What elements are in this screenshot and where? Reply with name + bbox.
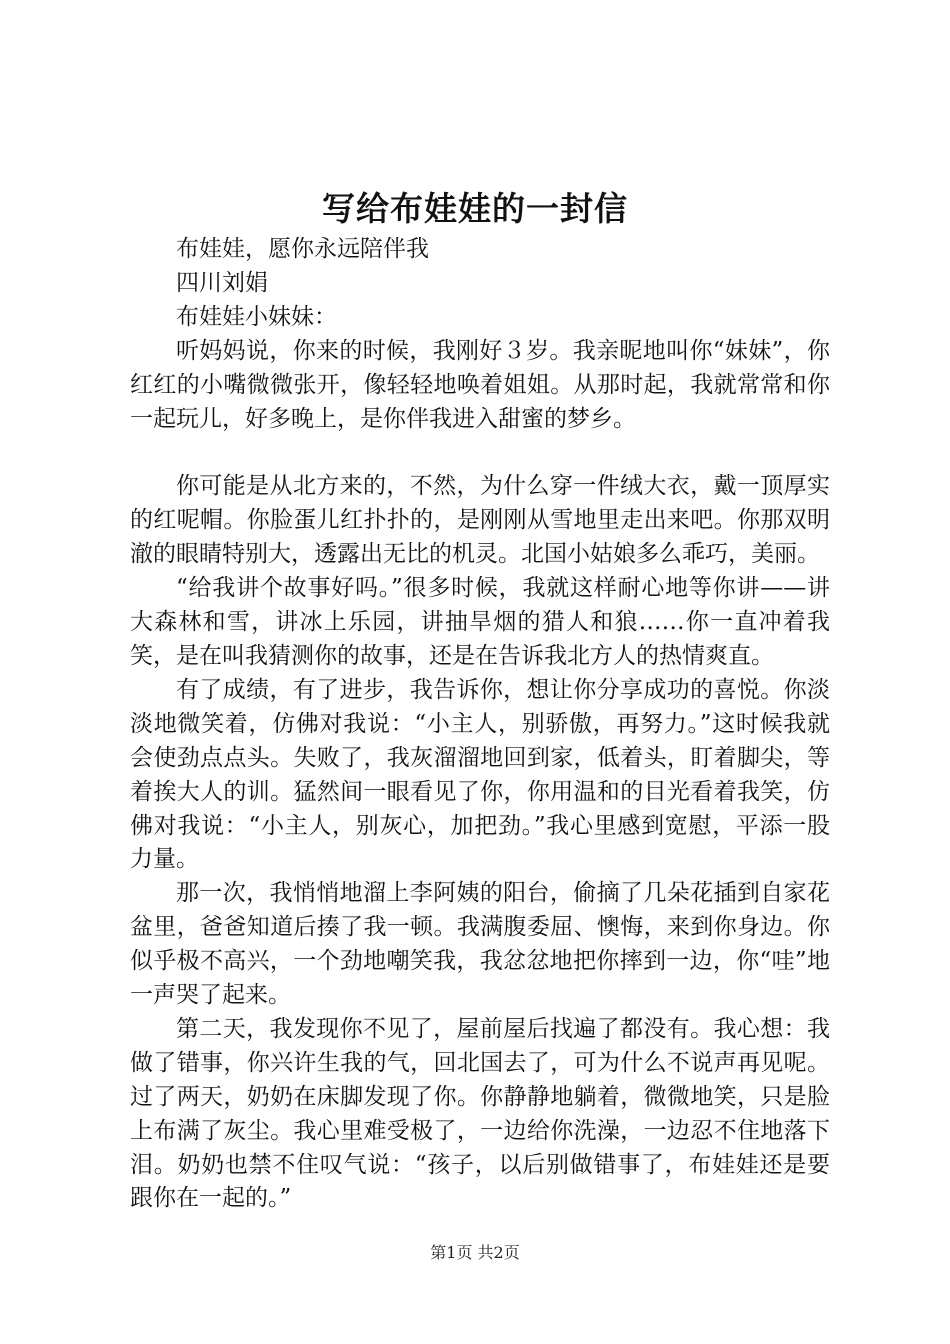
- author-line: 四川刘娟: [176, 269, 268, 296]
- paragraph: 有了成绩，有了进步，我告诉你，想让你分享成功的喜悦。你淡淡地微笑着，仿佛对我说：“小主人，别骄傲，再努力。”这时候我就会使劲点点头。失败了，我灰溜溜地回到家，低着头，盯着脚尖，等着挨大人的训。猛然间一眼看见了你，你用温和的目光看着我笑，仿佛对我说：“小主人，别灰心，加把劲。”我心里感到宽慰，平添一股力量。: [130, 676, 830, 873]
- paragraph: 第二天，我发现你不见了，屋前屋后找遍了都没有。我心想：我做了错事，你兴许生我的气，回北国去了，可为什么不说声再见呢。过了两天，奶奶在床脚发现了你。你静静地躺着，微微地笑，只是脸上布满了灰尘。我心里难受极了，一边给你洗澡，一边忍不住地落下泪。奶奶也禁不住叹气说：“孩子，以后别做错事了，布娃娃还是要跟你在一起的。”: [130, 1015, 830, 1212]
- document-title: 写给布娃娃的一封信: [322, 189, 628, 228]
- paragraph: “给我讲个故事好吗。”很多时候，我就这样耐心地等你讲——讲大森林和雪，讲冰上乐园，讲抽旱烟的猎人和狼……你一直冲着我笑，是在叫我猜测你的故事，还是在告诉我北方人的热情爽直。: [130, 575, 830, 669]
- document-body: [130, 233, 830, 1216]
- subtitle-line: 布娃娃，愿你永远陪伴我: [176, 236, 429, 262]
- salutation-line: 布娃娃小妹妹：: [176, 303, 337, 330]
- paragraph: 那一次，我悄悄地溜上李阿姨的阳台，偷摘了几朵花插到自家花盆里，爸爸知道后揍了我一顿。我满腹委屈、懊悔，来到你身边。你似乎极不高兴，一个劲地嘲笑我，我忿忿地把你摔到一边，你“哇”地一声哭了起来。: [130, 880, 830, 1009]
- paragraph: 听妈妈说，你来的时候，我刚好３岁。我亲昵地叫你“妹妹”，你红红的小嘴微微张开，像轻轻地唤着姐姐。从那时起，我就常常和你一起玩儿，好多晚上，是你伴我进入甜蜜的梦乡。: [130, 337, 830, 432]
- paragraph: 你可能是从北方来的，不然，为什么穿一件绒大衣，戴一顶厚实的红呢帽。你脸蛋儿红扑扑的，是刚刚从雪地里走出来吧。你那双明澈的眼睛特别大，透露出无比的机灵。北国小姑娘多么乖巧，美丽。: [130, 473, 830, 568]
- page-number-footer: 第1页 共2页: [430, 1243, 520, 1262]
